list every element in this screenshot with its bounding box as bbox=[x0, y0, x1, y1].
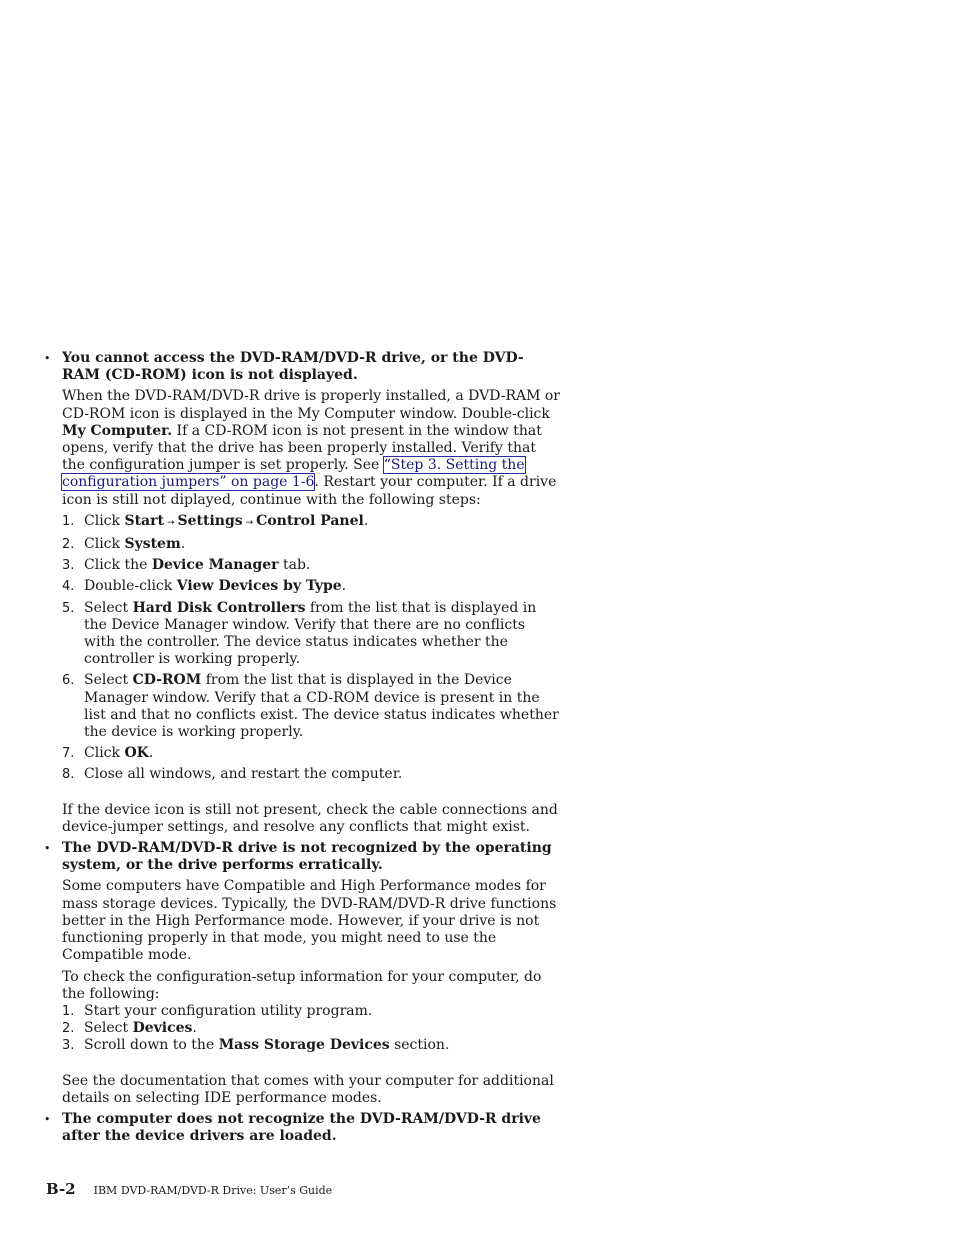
list-item: 8. Close all windows, and restart the computer. bbox=[62, 766, 403, 783]
paragraph: If the device icon is still not present, check the cable connections and device-jumper settings, and resolve any conflicts that might exist. bbox=[62, 801, 558, 835]
paragraph: When the DVD-RAM/DVD-R drive is properly installed, a DVD-RAM or CD-ROM icon is displayed in the My Computer window. Double-click My Computer. If a CD-ROM icon is not present in the window that opens, verify that the drive has been properly installed. Verify that the configuration jumper is set properly. See “Step 3. Setting the configuration jumpers” on page 1-6. Restart your computer. If a drive icon is still not diplayed, continue with the following steps: bbox=[62, 388, 560, 508]
bullet-icon: • bbox=[44, 1112, 51, 1126]
list-item: 4. Double-click View Devices by Type. bbox=[62, 578, 347, 595]
paragraph: To check the configuration-setup information for your computer, do the following: bbox=[62, 968, 542, 1002]
bullet-icon: • bbox=[44, 352, 51, 365]
list-item: 2. Click System. bbox=[62, 536, 186, 553]
list-item: 5. Select Hard Disk Controllers from the list that is displayed in the Device Manager window. Verify that there are no conflicts with the controller. The device status indicates whether the controller is working properly. bbox=[62, 599, 537, 668]
bullet-icon: • bbox=[44, 842, 51, 856]
document-title: IBM DVD-RAM/DVD-R Drive: User’s Guide bbox=[93, 1184, 333, 1197]
troubleshoot-item-access bbox=[40, 350, 560, 836]
page-number: B-2 bbox=[46, 1180, 76, 1198]
list-item: 2. Select Devices. bbox=[62, 1020, 197, 1037]
steps-list bbox=[62, 513, 560, 784]
list-item: 3. Click the Device Manager tab. bbox=[62, 557, 311, 574]
item-heading: You cannot access the DVD-RAM/DVD-R drive, or the DVD-RAM (CD-ROM) icon is not displayed. bbox=[62, 350, 524, 384]
troubleshoot-item-drivers bbox=[40, 1111, 560, 1145]
troubleshoot-item-recognized bbox=[40, 840, 560, 1107]
steps-list bbox=[62, 1003, 560, 1055]
page-footer bbox=[46, 1180, 332, 1198]
item-heading: The DVD-RAM/DVD-R drive is not recognized by the operating system, or the drive performs erratically. bbox=[62, 840, 552, 874]
arrow-icon: → bbox=[166, 517, 175, 528]
paragraph: See the documentation that comes with your computer for additional details on selecting IDE performance modes. bbox=[62, 1072, 554, 1106]
list-item: 6. Select CD-ROM from the list that is displayed in the Device Manager window. Verify that a CD-ROM device is present in the list and that no conflicts exist. The device status indicates whether the device is working properly. bbox=[62, 672, 559, 741]
cross-reference-link[interactable]: “Step 3. Setting the configuration jumpers” on page 1-6 bbox=[62, 457, 525, 491]
paragraph: Some computers have Compatible and High Performance modes for mass storage devices. Typically, the DVD-RAM/DVD-R drive functions better in the High Performance mode. However, if your drive is not functioning properly in that mode, you might need to use the Compatible mode. bbox=[62, 878, 557, 964]
list-item: 1. Start your configuration utility program. bbox=[62, 1002, 373, 1019]
list-item: 3. Scroll down to the Mass Storage Devices section. bbox=[62, 1037, 450, 1054]
list-item: 7. Click OK. bbox=[62, 745, 154, 762]
page-content bbox=[40, 350, 560, 1149]
arrow-icon: → bbox=[245, 517, 254, 528]
list-item: 1. Click Start → Settings → Control Panel. bbox=[62, 512, 369, 529]
item-heading: The computer does not recognize the DVD-RAM/DVD-R drive after the device drivers are loaded. bbox=[62, 1110, 541, 1145]
